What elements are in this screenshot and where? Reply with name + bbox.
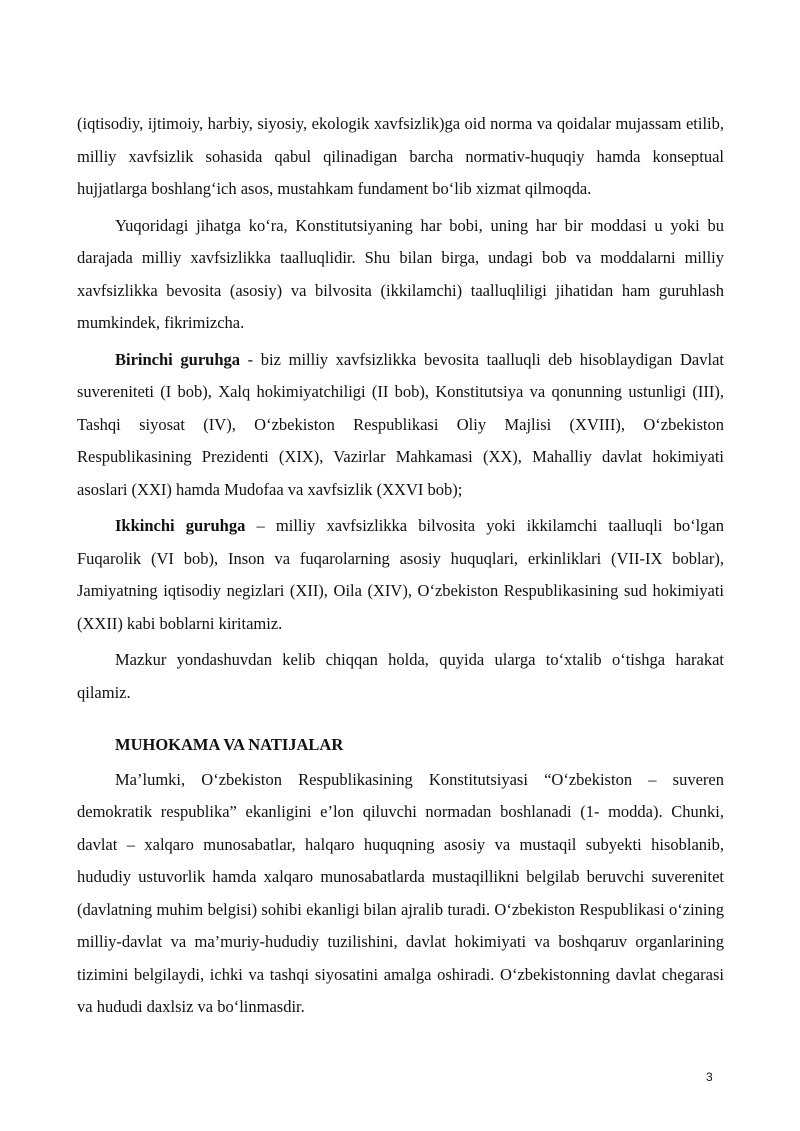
- paragraph-4: [77, 510, 724, 640]
- paragraph-3-text: - biz milliy xavfsizlikka bevosita taalluqli deb hisoblaydigan Davlat suvereniteti (I bob), Xalq hokimiyatchiligi (II bob), Konstitutsiya va qonunning ustunligi (III), Tashqi siyosat (IV), O‘zbekiston Respublikasi Oliy Majlisi (XVIII), O‘zbekiston Respublikasining Prezidenti (XIX), Vazirlar Mahkamasi (XX), Mahalliy davlat hokimiyati asoslari (XXI) hamda Mudofaa va xavfsizlik (XXVI bob);: [77, 349, 724, 499]
- page-number: 3: [706, 1070, 713, 1084]
- paragraph-6: Ma’lumki, O‘zbekiston Respublikasining Konstitutsiyasi “O‘zbekiston – suveren demokratik respublika” ekanligini e’lon qiluvchi normadan boshlanadi (1- modda). Chunki, davlat – xalqaro munosabatlar, halqaro huquqning asosiy va mustaqil subyekti hisoblanib, hududiy ustuvorlik hamda xalqaro munosabatlarda mustaqillikni belgilab beruvchi suverenitet (davlatning muhim belgisi) sohibi ekanligi bilan ajralib turadi. O‘zbekiston Respublikasi o‘zining milliy-davlat va ma’muriy-hududiy tuzilishini, davlat hokimiyati va boshqaruv organlarining tizimini belgilaydi, ichki va tashqi siyosatini amalga oshiradi. O‘zbekistonning davlat chegarasi va hududi daxlsiz va bo‘linmasdir.: [77, 769, 724, 1016]
- paragraph-3: [77, 344, 724, 507]
- paragraph-1: (iqtisodiy, ijtimoiy, harbiy, siyosiy, ekologik xavfsizlik)ga oid norma va qoidalar mujassam etilib, milliy xavfsizlik sohasida qabul qilinadigan barcha normativ-huquqiy hamda konseptual hujjatlarga boshlang‘ich asos, mustahkam fundament bo‘lib xizmat qilmoqda.: [77, 114, 724, 198]
- document-page: [77, 108, 724, 1028]
- paragraph-4-lead: Ikkinchi guruhga: [115, 516, 246, 535]
- section-heading: MUHOKAMA VA NATIJALAR: [115, 735, 344, 754]
- paragraph-2: Yuqoridagi jihatga ko‘ra, Konstitutsiyaning har bobi, uning har bir moddasi u yoki bu darajada milliy xavfsizlikka taalluqlidir. Shu bilan birga, undagi bob va moddalarni milliy xavfsizlikka bevosita (asosiy) va bilvosita (ikkilamchi) taalluqliligi jihatidan ham guruhlash mumkindek, fikrimizcha.: [77, 215, 724, 332]
- paragraph-3-lead: Birinchi guruhga: [115, 349, 241, 369]
- paragraph-5: Mazkur yondashuvdan kelib chiqqan holda, quyida ularga to‘xtalib o‘tishga harakat qilamiz.: [77, 650, 724, 702]
- paragraph-4-text: – milliy xavfsizlikka bilvosita yoki ikkilamchi taalluqli bo‘lgan Fuqarolik (VI bob), Inson va fuqarolarning asosiy huquqlari, erkinliklari (VII-IX boblar), Jamiyatning iqtisodiy negizlari (XII), Oila (XIV), O‘zbekiston Respublikasining sud hokimiyati (XXII) kabi boblarni kiritamiz.: [77, 516, 725, 633]
